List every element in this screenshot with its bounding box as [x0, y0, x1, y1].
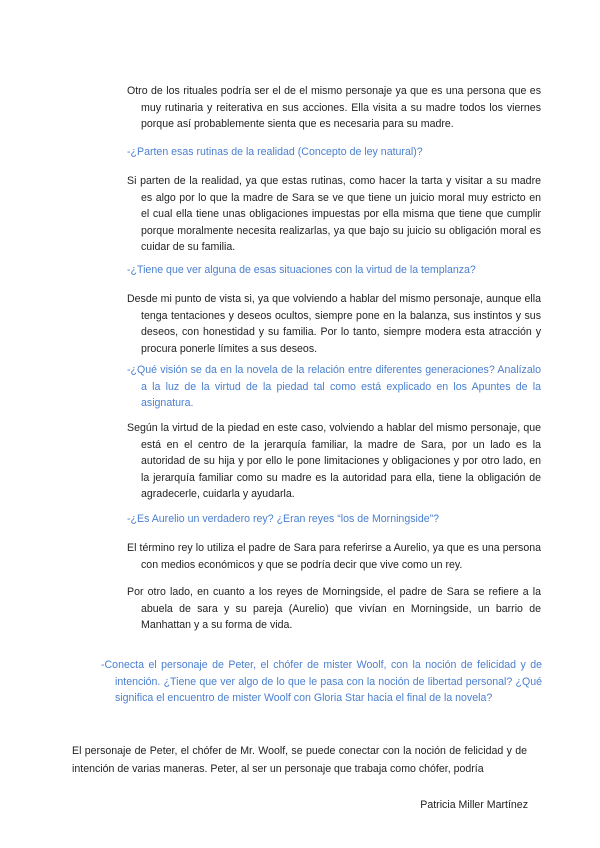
answer-paragraph-rituals: Otro de los rituales podría ser el de el mismo personaje ya que es una persona que es muy rutinaria y reiterativa en sus acciones. Ella visita a su madre todos los viernes porque así probablemente sienta que es necesaria para su madre.: [127, 85, 541, 130]
question-paragraph-aurelio: -¿Es Aurelio un verdadero rey? ¿Eran reyes “los de Morningside”?: [127, 513, 440, 525]
answer-paragraph-temperance: Desde mi punto de vista si, ya que volviendo a hablar del mismo personaje, aunque ella tenga tentaciones y deseos ocultos, siempre pone en la balanza, sus instintos y sus deseos, con honestidad y su familia. Por lo tanto, siempre modera esta atracción y procura ponerle límites a sus deseos.: [127, 293, 541, 355]
question-paragraph-peter: -Conecta el personaje de Peter, el chófer de mister Woolf, con la noción de felicidad y de intención. ¿Tiene que ver algo de lo que le pasa con la noción de libertad personal? ¿Qué significa el encuentro de mister Woolf con Gloria Star hacia el final de la novela?: [101, 659, 542, 704]
question-paragraph-temperance: -¿Tiene que ver alguna de esas situaciones con la virtud de la templanza?: [127, 264, 476, 276]
body-paragraph-peter: El personaje de Peter, el chófer de Mr. Woolf, se puede conectar con la noción de felicidad y de intención de varias maneras. Peter, al ser un personaje que trabaja como chófer, podría: [72, 745, 527, 775]
question-paragraph-natural-law: -¿Parten esas rutinas de la realidad (Concepto de ley natural)?: [127, 146, 423, 158]
answer-paragraph-natural-law: Si parten de la realidad, ya que estas rutinas, como hacer la tarta y visitar a su madre es algo por lo que la madre de Sara se ve que tiene un juicio moral muy estricto en el cual ella tiene unas obligaciones impuestas por ella misma que tiene que cumplir porque moralmente necesita realizarlas, ya que bajo su juicio su obligación moral es cuidar de su familia.: [127, 175, 541, 253]
answer-paragraph-morningside: Por otro lado, en cuanto a los reyes de Morningside, el padre de Sara se refiere a la abuela de sara y su pareja (Aurelio) que vivían en Morningside, un barrio de Manhattan y a su forma de vida.: [127, 586, 541, 631]
question-paragraph-generations: -¿Qué visión se da en la novela de la relación entre diferentes generaciones? Analízalo a la luz de la virtud de la piedad tal como está explicado en los Apuntes de la asignatura.: [127, 364, 541, 409]
answer-paragraph-king: El término rey lo utiliza el padre de Sara para referirse a Aurelio, ya que es una persona con medios económicos y que se podría decir que vive como un rey.: [127, 542, 541, 571]
author-footer: Patricia Miller Martínez: [420, 799, 528, 811]
answer-paragraph-piety: Según la virtud de la piedad en este caso, volviendo a hablar del mismo personaje, que está en el centro de la jerarquía familiar, la madre de Sara, por un lado es la autoridad de su hija y por ello le pone limitaciones y obligaciones y por otro lado, en la jerarquía familiar como su madre es la autoridad para ella, tiene la obligación de agradecerle, cuidarla y ayudarla.: [127, 422, 541, 500]
